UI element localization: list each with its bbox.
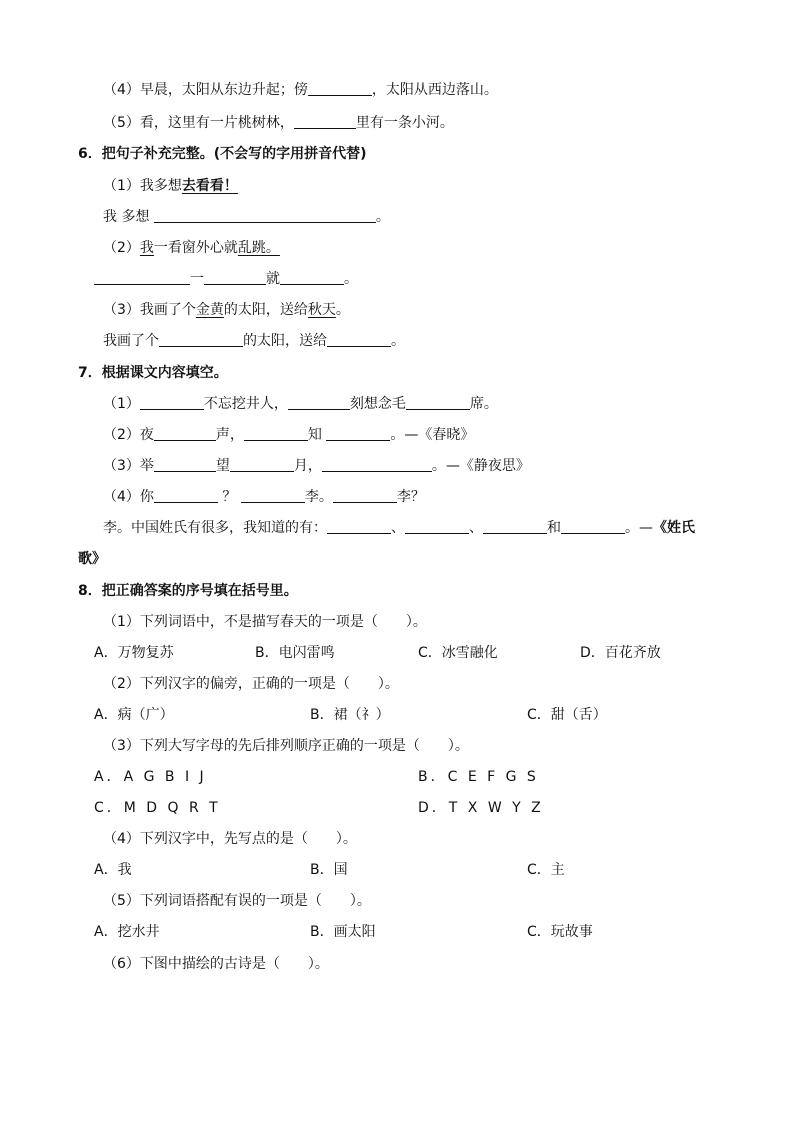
answer-blank[interactable] bbox=[244, 426, 308, 441]
q7-item-1: （1） 不忘挖井人， 刻想念毛 席。 bbox=[103, 396, 498, 412]
answer-blank[interactable] bbox=[294, 114, 356, 129]
answer-blank[interactable] bbox=[140, 395, 204, 410]
q6-item-1: （1）我多想去看看！ bbox=[103, 178, 238, 194]
q8-5-option-b[interactable]: B．画太阳 bbox=[310, 924, 376, 940]
q8-item-5: （5）下列词语搭配有误的一项是（ ）。 bbox=[103, 893, 371, 909]
q7-item-3: （3）举 望 月， 。—《静夜思》 bbox=[103, 458, 530, 474]
q8-item-1: （1）下列词语中，不是描写春天的一项是（ ）。 bbox=[103, 614, 427, 630]
q8-2-option-b[interactable]: B．裙（礻） bbox=[310, 707, 390, 723]
q8-4-option-a[interactable]: A．我 bbox=[94, 862, 132, 878]
answer-blank[interactable] bbox=[241, 488, 305, 503]
answer-blank[interactable] bbox=[405, 519, 469, 534]
q8-3-option-a[interactable]: A．A G B I J bbox=[94, 769, 207, 785]
answer-blank[interactable] bbox=[154, 426, 216, 441]
q8-item-6: （6）下图中描绘的古诗是（ ）。 bbox=[103, 956, 329, 972]
q8-item-2: （2）下列汉字的偏旁，正确的一项是（ ）。 bbox=[103, 676, 399, 692]
q7-item-4: （4）你 ？ 李。 李？ bbox=[103, 489, 425, 505]
answer-blank[interactable] bbox=[159, 332, 243, 347]
q5-item-5: （5）看，这里有一片桃树林， 里有一条小河。 bbox=[103, 115, 454, 131]
answer-blank[interactable] bbox=[406, 395, 470, 410]
answer-blank[interactable] bbox=[154, 457, 216, 472]
answer-blank[interactable] bbox=[561, 519, 625, 534]
answer-blank[interactable] bbox=[204, 270, 266, 285]
answer-blank[interactable] bbox=[230, 457, 294, 472]
q6-item-3-fill: 我画了个 的太阳，送给 。 bbox=[103, 333, 405, 349]
answer-blank[interactable] bbox=[333, 488, 397, 503]
q8-4-option-b[interactable]: B．国 bbox=[310, 862, 348, 878]
q8-item-3: （3）下列大写字母的先后排列顺序正确的一项是（ ）。 bbox=[103, 738, 469, 754]
q8-item-4: （4）下列汉字中，先写点的是（ ）。 bbox=[103, 831, 357, 847]
q8-4-option-c[interactable]: C．主 bbox=[527, 862, 565, 878]
question-8-title: 8．把正确答案的序号填在括号里。 bbox=[78, 583, 298, 599]
answer-blank[interactable] bbox=[154, 208, 376, 223]
q7-item-2: （2）夜 声， 知 。—《春晓》 bbox=[103, 427, 475, 443]
q8-3-option-d[interactable]: D．T X W Y Z bbox=[418, 800, 544, 816]
q6-item-1-fill: 我 多想 。 bbox=[103, 209, 390, 225]
answer-blank[interactable] bbox=[154, 488, 218, 503]
answer-blank[interactable] bbox=[94, 270, 190, 285]
q6-item-2: （2）我一看窗外心就乱跳。 bbox=[103, 240, 280, 256]
answer-blank[interactable] bbox=[288, 395, 350, 410]
answer-blank[interactable] bbox=[327, 332, 391, 347]
answer-blank[interactable] bbox=[326, 426, 390, 441]
question-6-title: 6．把句子补充完整。(不会写的字用拼音代替) bbox=[78, 146, 367, 162]
q8-3-option-c[interactable]: C．M D Q R T bbox=[94, 800, 221, 816]
q8-3-option-b[interactable]: B．C E F G S bbox=[418, 769, 539, 785]
answer-blank[interactable] bbox=[327, 519, 391, 534]
q8-5-option-c[interactable]: C．玩故事 bbox=[527, 924, 593, 940]
q8-2-option-a[interactable]: A．病（广） bbox=[94, 707, 174, 723]
q7-item-4-surnames: 李。中国姓氏有很多，我知道的有： 、 、 和 。—《姓氏 bbox=[103, 520, 695, 536]
q8-1-option-c[interactable]: C．冰雪融化 bbox=[418, 645, 498, 661]
q6-item-2-fill: 一 就 。 bbox=[94, 269, 358, 289]
q6-item-3: （3）我画了个金黄的太阳，送给秋天。 bbox=[103, 302, 350, 318]
answer-blank[interactable] bbox=[308, 81, 372, 96]
q7-source-wrap: 歌》 bbox=[78, 551, 106, 567]
q5-item-4: （4）早晨，太阳从东边升起；傍 ，太阳从西边落山。 bbox=[103, 82, 498, 98]
answer-blank[interactable] bbox=[483, 519, 547, 534]
answer-blank[interactable] bbox=[322, 457, 432, 472]
question-7-title: 7．根据课文内容填空。 bbox=[78, 365, 228, 381]
q8-5-option-a[interactable]: A．挖水井 bbox=[94, 924, 160, 940]
q8-2-option-c[interactable]: C．甜（舌） bbox=[527, 707, 607, 723]
q8-1-option-d[interactable]: D．百花齐放 bbox=[580, 645, 661, 661]
q8-1-option-a[interactable]: A．万物复苏 bbox=[94, 645, 174, 661]
answer-blank[interactable] bbox=[280, 270, 344, 285]
q8-1-option-b[interactable]: B．电闪雷鸣 bbox=[255, 645, 335, 661]
